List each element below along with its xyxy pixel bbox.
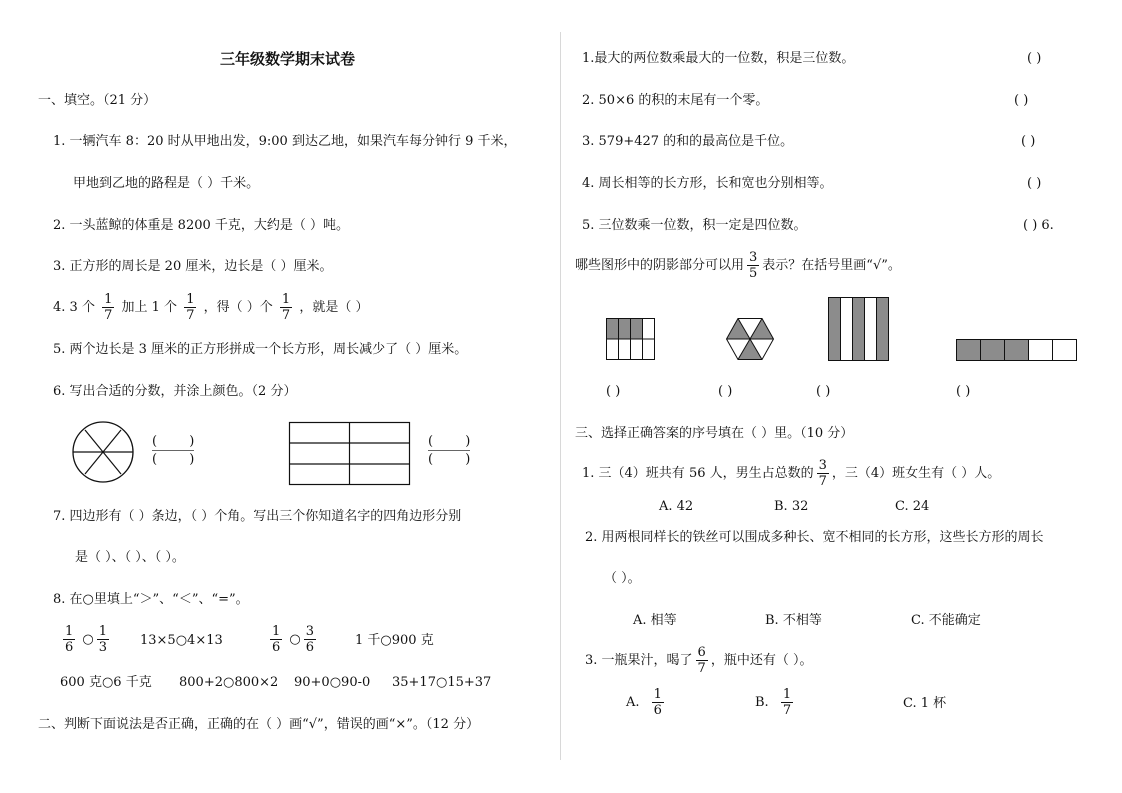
question-4: 4. 3 个 $\frac{1}{7}$ 加上 1 个 $\frac{1}{7}$ ，得（ ）个 $\frac{1}{7}$ ，就是（ ） [53, 292, 369, 323]
fraction-answer-blank[interactable]: ( ) ( ) [152, 434, 209, 467]
rectangle-grid-figure [289, 422, 411, 486]
option-c[interactable]: C. 1 杯 [903, 696, 947, 711]
figure-answer-blank-1[interactable]: ( ) [606, 384, 621, 399]
question-7-line2: 是（ ）、（ ）、（ ）。 [75, 550, 185, 565]
compare-item: 13×5○4×13 [140, 633, 223, 648]
fraction: $\frac{1}{7}$ [186, 292, 195, 323]
judge-blank-3[interactable]: ( ) [1021, 134, 1036, 149]
option-b[interactable]: B. $\frac{1}{7}$ [755, 687, 792, 718]
fraction: $\frac{1}{7}$ [281, 292, 291, 323]
judge-item-4: 4. 周长相等的长方形，长和宽也分别相等。 [582, 176, 833, 191]
compare-item: 600 克○6 千克 [60, 675, 152, 690]
choice-question-2-line1: 2. 用两根同样长的铁丝可以围成多种长、宽不相同的长方形，这些长方形的周长 [585, 530, 1044, 545]
compare-item: $\frac{1}{6}$ ○ $\frac{1}{3}$ [65, 624, 108, 655]
circle-divided-figure [72, 421, 136, 485]
option-a[interactable]: A. 42 [659, 499, 694, 514]
option-c[interactable]: C. 不能确定 [911, 613, 981, 628]
judge-item-2: 2. 50×6 的积的末尾有一个零。 [582, 93, 769, 108]
question-3: 3. 正方形的周长是 20 厘米，边长是（ ）厘米。 [53, 259, 333, 274]
figure-answer-blank-2[interactable]: ( ) [718, 384, 733, 399]
compare-item: 90+0○90-0 [294, 675, 371, 690]
figure-answer-blank-4[interactable]: ( ) [956, 384, 971, 399]
column-divider [560, 32, 561, 760]
compare-item: $\frac{1}{6}$ ○ $\frac{3}{6}$ [272, 624, 315, 655]
judge-blank-1[interactable]: ( ) [1027, 51, 1042, 66]
option-a[interactable]: A. 相等 [633, 613, 677, 628]
compare-item: 1 千○900 克 [355, 633, 434, 648]
question-5: 5. 两个边长是 3 厘米的正方形拼成一个长方形，周长减少了（ ）厘米。 [53, 342, 468, 357]
question-1-line2: 甲地到乙地的路程是（ ）千米。 [73, 176, 260, 191]
section3-heading: 三、选择正确答案的序号填在（ ）里。（10 分） [575, 426, 854, 441]
option-a[interactable]: A. $\frac{1}{6}$ [626, 687, 662, 718]
judge-item-3: 3. 579+427 的和的最高位是千位。 [582, 134, 794, 149]
judge-blank-4[interactable]: ( ) [1027, 176, 1042, 191]
figure-answer-blank-3[interactable]: ( ) [816, 384, 831, 399]
judge-blank-5[interactable]: ( ) 6. [1023, 218, 1054, 233]
bar-figure-3-of-5 [956, 339, 1077, 361]
hexagon-figure-3-of-6 [726, 318, 774, 361]
fraction: $\frac{1}{7}$ [104, 292, 113, 323]
choice-question-3: 3. 一瓶果汁，喝了 $\frac{6}{7}$ ，瓶中还有（ ）。 [585, 645, 813, 676]
fraction-answer-blank[interactable]: ( ) ( ) [428, 434, 485, 467]
choice-question-2-line2: （ ）。 [604, 571, 641, 586]
section2-heading: 二、判断下面说法是否正确，正确的在（ ）画“√”，错误的画“×”。（12 分） [38, 717, 480, 732]
option-c[interactable]: C. 24 [895, 499, 930, 514]
question-6: 6. 写出合适的分数，并涂上颜色。（2 分） [53, 384, 297, 399]
striped-figure-3-of-5 [828, 297, 889, 361]
option-b[interactable]: B. 不相等 [765, 613, 822, 628]
judge-question-6: 哪些图形中的阴影部分可以用 $\frac{3}{5}$ 表示？在括号里画“√”。 [575, 250, 901, 281]
option-b[interactable]: B. 32 [774, 499, 809, 514]
section1-heading: 一、填空。（21 分） [38, 93, 157, 108]
question-7-line1: 7. 四边形有（ ）条边，（ ）个角。写出三个你知道名字的四角边形分别 [53, 509, 462, 524]
question-1-line1: 1. 一辆汽车 8：20 时从甲地出发，9:00 到达乙地，如果汽车每分钟行 9 千米， [53, 134, 517, 149]
question-2: 2. 一头蓝鲸的体重是 8200 千克，大约是（ ）吨。 [53, 218, 350, 233]
grid-figure-3-of-8 [606, 318, 655, 361]
compare-item: 800+2○800×2 [179, 675, 279, 690]
compare-item: 35+17○15+37 [392, 675, 492, 690]
choice-question-1: 1. 三（4）班共有 56 人，男生占总数的 $\frac{3}{7}$ ，三（4）班女生有（ ）人。 [582, 458, 1001, 489]
page-title: 三年级数学期末试卷 [220, 50, 356, 68]
judge-blank-2[interactable]: ( ) [1014, 93, 1029, 108]
judge-item-5: 5. 三位数乘一位数，积一定是四位数。 [582, 218, 807, 233]
judge-item-1: 1.最大的两位数乘最大的一位数，积是三位数。 [582, 51, 855, 66]
question-8: 8. 在○里填上“＞”、“＜”、“=”。 [53, 592, 249, 607]
